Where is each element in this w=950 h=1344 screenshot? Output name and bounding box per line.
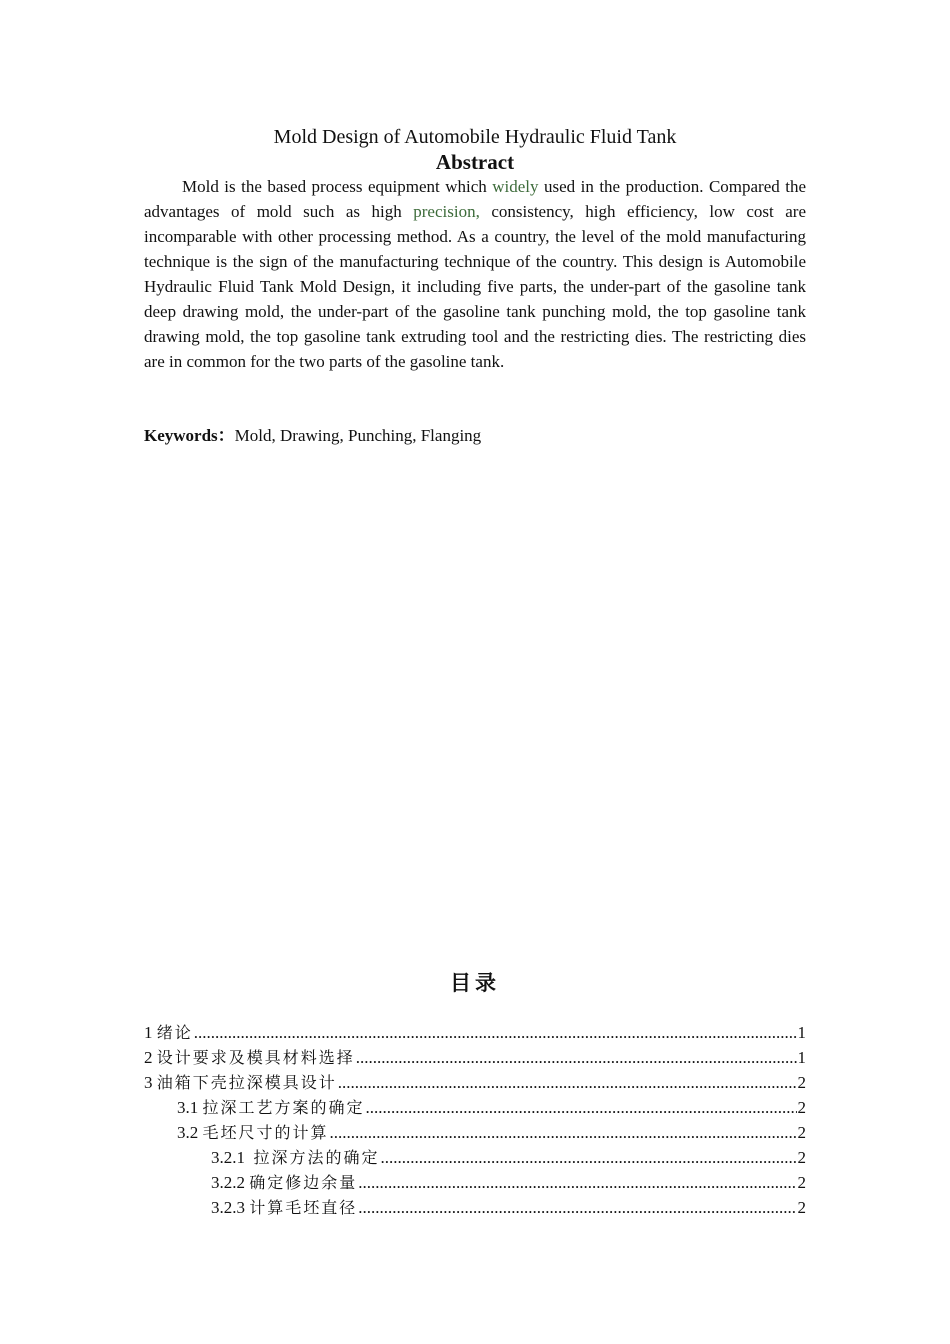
toc-leader-dots bbox=[194, 1020, 797, 1045]
abstract-highlight-widely: widely bbox=[492, 177, 539, 196]
toc-leader-dots bbox=[356, 1045, 797, 1070]
toc-entry-title: 油箱下壳拉深模具设计 bbox=[156, 1073, 337, 1092]
toc-entry[interactable] bbox=[144, 1070, 806, 1095]
toc-entry-title: 确定修边余量 bbox=[249, 1173, 358, 1192]
toc-entry-page: 2 bbox=[797, 1148, 806, 1167]
toc-entry-title: 毛坯尺寸的计算 bbox=[202, 1123, 329, 1142]
abstract-text-3: consistency, high efficiency, low cost are incomparable with other processing method. As a country, the level of the mold manufacturing technique is the sign of the manufacturing technique of the country. This design is Automobile Hydraulic Fluid Tank Mold Design, it including five parts, the under-part of the gasoline tank deep drawing mold, the under-part of the gasoline tank punching mold, the top gasoline tank drawing mold, the top gasoline tank extruding tool and the restricting dies. The restricting dies are in common for the two parts of the gasoline tank. bbox=[144, 202, 806, 371]
toc-entry-number: 3.2.2 bbox=[211, 1173, 250, 1192]
abstract-text-1: Mold is the based process equipment which bbox=[182, 177, 493, 196]
toc-entry[interactable] bbox=[144, 1195, 806, 1220]
toc-entry-number: 3 bbox=[144, 1073, 157, 1092]
toc-entry-number: 1 bbox=[144, 1023, 157, 1042]
toc-entry-title: 绪论 bbox=[156, 1023, 193, 1042]
toc-leader-dots bbox=[358, 1170, 796, 1195]
toc-leader-dots bbox=[358, 1195, 796, 1220]
toc-entry[interactable] bbox=[144, 1020, 806, 1045]
toc-entry-page: 2 bbox=[797, 1173, 806, 1192]
toc-entry-title: 拉深工艺方案的确定 bbox=[202, 1098, 365, 1117]
toc-entry-number: 3.2.3 bbox=[211, 1198, 250, 1217]
abstract-text-2: used in the production. Compared the advantages of mold such as high bbox=[144, 177, 806, 221]
toc-heading: 目录 bbox=[450, 971, 500, 995]
toc-entry-page: 1 bbox=[797, 1048, 806, 1067]
toc-entry[interactable] bbox=[144, 1145, 806, 1170]
toc-entry-number: 3.2 bbox=[177, 1123, 203, 1142]
abstract-heading: Abstract bbox=[435, 150, 515, 174]
toc-entry[interactable] bbox=[144, 1095, 806, 1120]
toc-entry[interactable] bbox=[144, 1045, 806, 1070]
toc-entry-number: 3.2.1 bbox=[211, 1148, 254, 1167]
toc-entry-page: 2 bbox=[797, 1123, 806, 1142]
toc-entry[interactable] bbox=[144, 1120, 806, 1145]
toc-leader-dots bbox=[381, 1145, 797, 1170]
abstract-paragraph bbox=[144, 174, 806, 374]
toc-entry-title: 计算毛坯直径 bbox=[249, 1198, 358, 1217]
toc-leader-dots bbox=[330, 1120, 797, 1145]
toc-entry-page: 2 bbox=[797, 1073, 806, 1092]
toc-entry-page: 1 bbox=[797, 1023, 806, 1042]
document-title: Mold Design of Automobile Hydraulic Fluid Tank bbox=[273, 126, 677, 148]
toc-leader-dots bbox=[366, 1095, 797, 1120]
toc-entry-page: 2 bbox=[797, 1198, 806, 1217]
table-of-contents bbox=[144, 1020, 806, 1220]
toc-entry-title: 拉深方法的确定 bbox=[253, 1148, 380, 1167]
keywords-label: Keywords： bbox=[144, 426, 235, 445]
abstract-highlight-precision: precision, bbox=[413, 202, 480, 221]
toc-entry-page: 2 bbox=[797, 1098, 806, 1117]
keywords-value: Mold, Drawing, Punching, Flanging bbox=[234, 426, 482, 445]
toc-entry-title: 设计要求及模具材料选择 bbox=[156, 1048, 355, 1067]
toc-entry-number: 3.1 bbox=[177, 1098, 203, 1117]
keywords-line bbox=[144, 423, 481, 448]
toc-leader-dots bbox=[338, 1070, 797, 1095]
toc-entry[interactable] bbox=[144, 1170, 806, 1195]
toc-entry-number: 2 bbox=[144, 1048, 157, 1067]
